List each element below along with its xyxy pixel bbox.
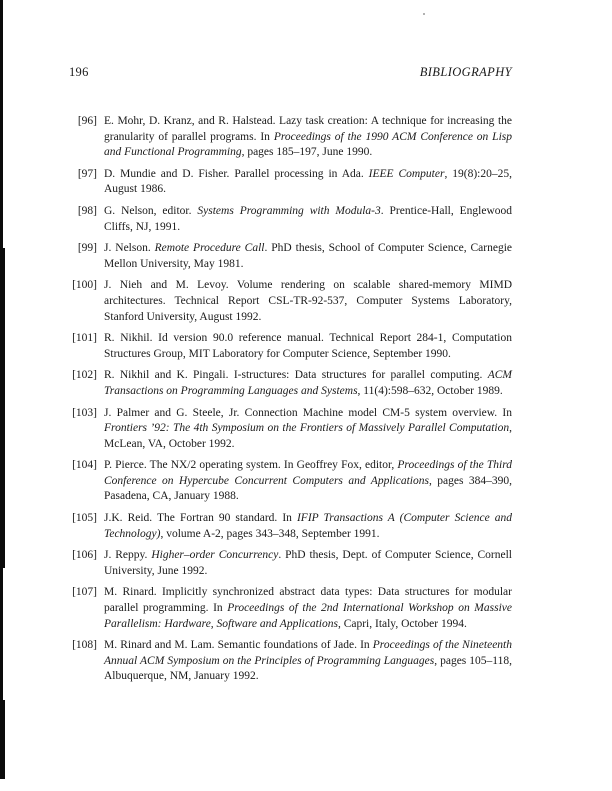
reference-entry	[66, 241, 512, 272]
entry-label: [102]	[72, 369, 97, 382]
entry-segment: , Capri, Italy, October 1994.	[337, 617, 467, 630]
entry-label: [108]	[72, 639, 97, 652]
reference-entry	[66, 585, 512, 632]
entry-label: [99]	[77, 242, 97, 255]
reference-entry	[66, 406, 512, 453]
entry-segment: G. Nelson, editor.	[104, 204, 198, 217]
entry-segment-italic: Proceedings of the Nineteenth Annual ACM Symposium on the Principles of Programming Languages	[104, 639, 512, 667]
entry-label: [105]	[72, 512, 97, 525]
entry-text	[104, 331, 512, 362]
entry-segment: , McLean, VA, October 1992.	[104, 422, 512, 450]
entry-segment: E. Mohr, D. Kranz, and R. Halstead. Lazy task creation: A technique for increasing the granularity of parallel programs. In	[104, 115, 512, 143]
reference-entry	[66, 638, 512, 685]
entry-segment: , 11(4):598–632, October 1989.	[357, 384, 503, 397]
running-header: BIBLIOGRAPHY	[419, 65, 512, 79]
entry-segment: . Prentice-Hall, Englewood Cliffs, NJ, 1991.	[104, 204, 512, 233]
entry-segment: P. Pierce. The NX/2 operating system. In Geoffrey Fox, editor,	[104, 459, 398, 472]
entry-label: [100]	[72, 279, 97, 292]
entry-segment: , volume A-2, pages 343–348, September 1991.	[160, 527, 380, 540]
entry-segment-italic: ACM Transactions on Programming Languages and Systems	[104, 369, 512, 397]
scan-artifact-left-edge-wide	[0, 248, 5, 568]
entry-label: [98]	[77, 204, 97, 217]
reference-entry	[66, 278, 512, 325]
entry-label: [96]	[77, 115, 97, 127]
entry-segment: J. Nieh and M. Levoy. Volume rendering on scalable shared-memory MIMD architectures. Technical Report CSL-TR-92-537, Computer Systems Laboratory, Stanford University, August 1992.	[104, 279, 512, 323]
entry-text	[104, 458, 512, 505]
entry-segment-italic: Proceedings of the 2nd International Workshop on Massive Parallelism: Hardware, Software and Applications	[104, 602, 512, 630]
reference-entry	[66, 511, 512, 542]
entry-text	[104, 638, 512, 685]
entry-segment: J. Nelson.	[104, 242, 155, 255]
entry-segment: M. Rinard. Implicitly synchronized abstract data types: Data structures for modular parallel programming. In	[104, 586, 512, 615]
entry-text	[104, 368, 512, 399]
entry-label: [103]	[72, 406, 97, 419]
entry-segment: J.K. Reid. The Fortran 90 standard. In	[104, 512, 297, 525]
entry-segment-italic: Systems Programming with Modula-3	[197, 204, 381, 217]
entry-label: [101]	[72, 332, 97, 345]
reference-entry	[66, 458, 512, 505]
entry-label: [107]	[72, 586, 97, 599]
entry-label: [104]	[72, 459, 97, 472]
entry-segment: M. Rinard and M. Lam. Semantic foundations of Jade. In	[104, 639, 373, 652]
entry-segment: , pages 105–118, Albuquerque, NM, January 1992.	[104, 654, 513, 683]
entry-text	[104, 204, 512, 235]
reference-entry	[66, 331, 512, 362]
entry-segment-italic: IEEE Computer	[368, 167, 445, 180]
entry-label: [106]	[72, 549, 97, 562]
entry-segment-italic: Frontiers ’92: The 4th Symposium on the Frontiers of Massively Parallel Computation	[104, 422, 510, 435]
entry-segment: J. Reppy.	[104, 549, 152, 562]
reference-entry	[66, 368, 512, 399]
entry-segment: , pages 185–197, June 1990.	[241, 146, 373, 159]
entry-segment: D. Mundie and D. Fisher. Parallel processing in Ada.	[104, 167, 369, 180]
entry-segment: , 19(8):20–25, August 1986.	[104, 167, 512, 196]
entry-text	[104, 167, 512, 198]
entry-segment: , pages 384–390, Pasadena, CA, January 1988.	[104, 474, 513, 503]
entry-segment-italic: Remote Procedure Call	[154, 242, 265, 255]
scan-artifact-left-edge-bottom	[0, 700, 5, 779]
entry-segment: . PhD thesis, Dept. of Computer Science, Cornell University, June 1992.	[104, 549, 512, 577]
reference-entry	[66, 114, 512, 161]
entry-text	[104, 511, 512, 542]
entry-text	[104, 548, 512, 579]
scan-artifact-speck	[423, 13, 425, 15]
reference-entry	[66, 204, 512, 235]
entry-segment: . PhD thesis, School of Computer Science, Carnegie Mellon University, May 1981.	[104, 242, 512, 270]
entry-text	[104, 406, 512, 453]
entry-segment: R. Nikhil. Id version 90.0 reference manual. Technical Report 284-1, Computation Structures Group, MIT Laboratory for Computer Science, September 1990.	[104, 332, 512, 360]
entry-text	[104, 114, 512, 161]
entry-text	[104, 585, 512, 632]
entry-segment: R. Nikhil and K. Pingali. I-structures: Data structures for parallel computing.	[104, 369, 488, 382]
entry-segment: J. Palmer and G. Steele, Jr. Connection Machine model CM-5 system overview. In	[104, 406, 512, 419]
entry-label: [97]	[77, 167, 97, 180]
entry-segment-italic: Proceedings of the 1990 ACM Conference on Lisp and Functional Programming	[104, 130, 512, 159]
page-number: 196	[69, 65, 89, 79]
bibliography-list	[66, 114, 512, 691]
entry-text	[104, 241, 512, 272]
reference-entry	[66, 167, 512, 198]
entry-segment-italic: IFIP Transactions A (Computer Science and Technology)	[104, 512, 512, 540]
entry-text	[104, 278, 512, 325]
reference-entry	[66, 548, 512, 579]
entry-segment-italic: Higher–order Concurrency	[151, 549, 279, 562]
entry-segment-italic: Proceedings of the Third Conference on Hypercube Concurrent Computers and Applications	[104, 459, 512, 487]
